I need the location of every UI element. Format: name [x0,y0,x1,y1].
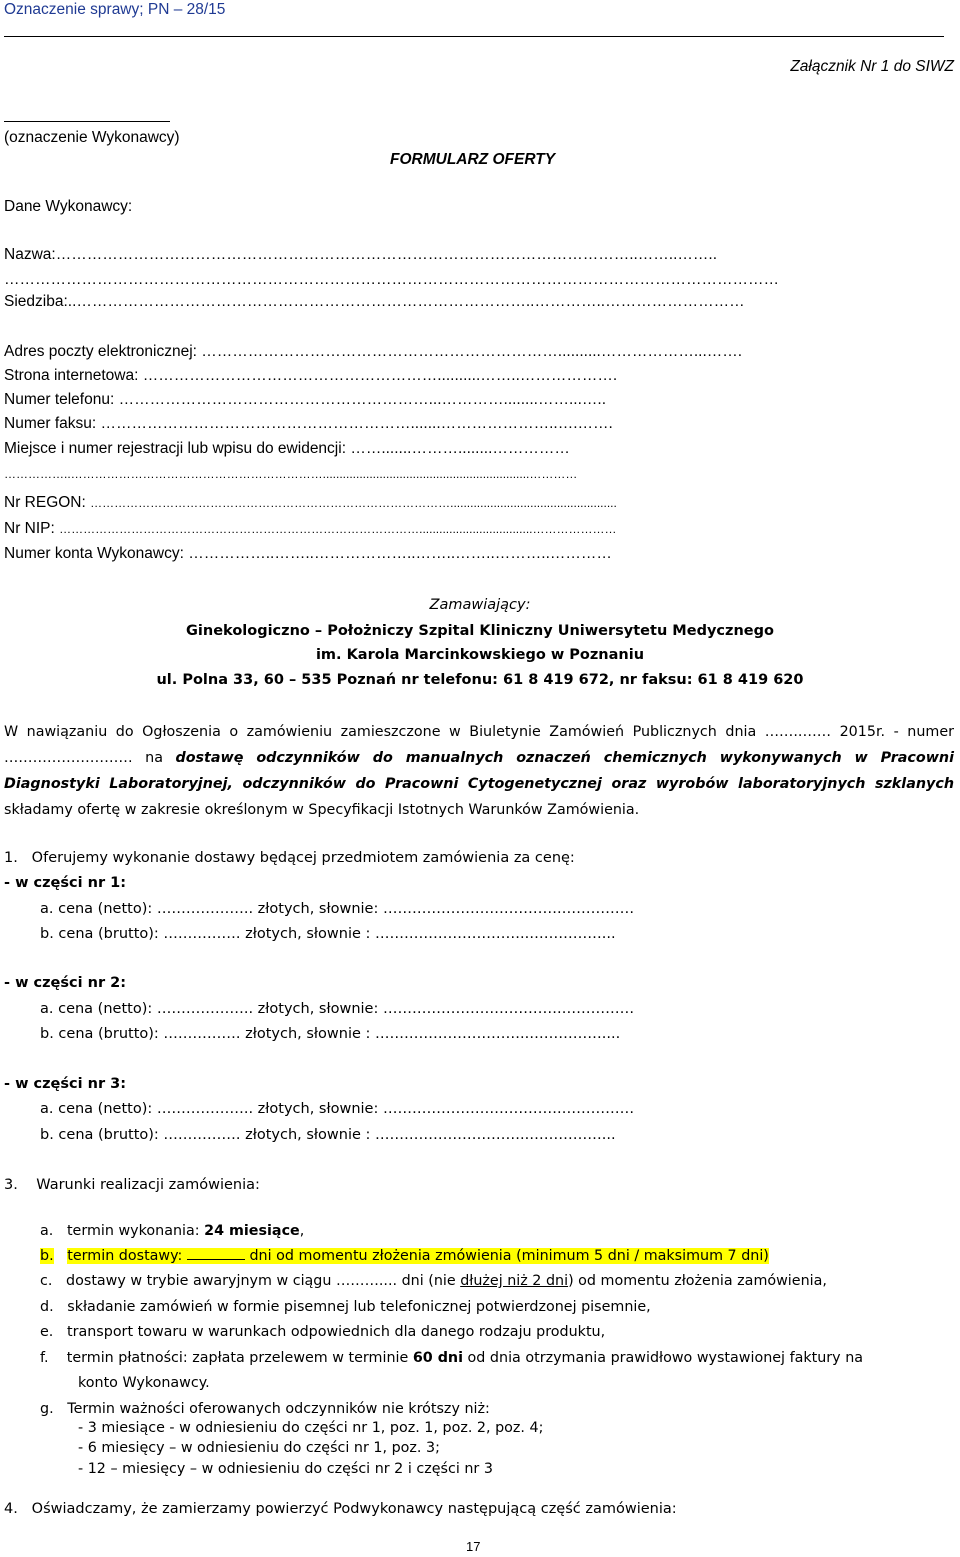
regon-label: Nr REGON: [4,494,86,511]
subcontract-statement [4,1499,677,1519]
condition-d: d. składanie zamówień w formie pisemnej lub telefonicznej potwierdzonej pisemnie, [40,1299,651,1315]
validity-item-2: - 6 miesięcy – w odniesieniu do części nr 1, poz. 3; [78,1440,440,1456]
nip-field[interactable] [4,519,616,539]
part2-net-price-field[interactable]: a. cena (netto): ……………….. złotych, słownie: ……………………………….…………… [40,1001,635,1017]
seat-dots: ..……………………………………………………………………………..…………..……………………… [67,293,745,310]
execution-term: 24 miesiące [204,1223,300,1239]
condition-b: b. termin dostawy: dni od momentu złożenia zmówienia (minimum 5 dni / maksimum 7 dni) [40,1245,769,1266]
validity-item-3: - 12 – miesięcy – w odniesieniu do części nr 2 i części nr 3 [78,1461,493,1477]
nip-label: Nr NIP: [4,520,55,537]
part3-heading: - w części nr 3: [4,1076,127,1092]
price-section-number: 1. [4,850,18,866]
condition-e: e. transport towaru w warunkach odpowiednich dla danego rodzaju produktu, [40,1324,606,1340]
part1-net-price-field[interactable]: a. cena (netto): ……………….. złotych, słownie: ……………………………….…………… [40,901,635,917]
website-dots: …………………………………………………..........……..………………. [142,367,618,384]
name-field[interactable] [4,245,717,265]
phone-dots: ……………………………………………………...…………........……...….. [118,391,606,408]
conditions-title: Warunki realizacji zamówienia: [36,1177,260,1193]
website-label: Strona internetowa: [4,367,139,384]
name-label: Nazwa: [4,246,56,263]
offer-intro-paragraph [4,719,954,823]
part1-gross-price-field[interactable]: b. cena (brutto): ……………. złotych, słownie : …………………………..……………... [40,926,616,942]
intro-part2: składamy ofertę w zakresie określonym w Specyfikacji Istotnych Warunków Zamówienia. [4,802,640,818]
name-dots: …………………………………………………………………………………………………..……..…….. [55,246,718,263]
part3-net-price-field[interactable]: a. cena (netto): ……………….. złotych, słownie: ……………………………….…………… [40,1101,635,1117]
intro-part1: W nawiązaniu do Ogłoszenia o zamówieniu zamieszczone w Biuletynie Zamówień Publicznych dnia ……..…… 2015r. - numer ……………………… na [4,724,954,766]
page-number: 17 [466,1539,481,1554]
contractor-stamp-line [4,121,170,122]
conditions-number: 3. [4,1177,18,1193]
part3-gross-price-field[interactable]: b. cena (brutto): ……………. złotych, słownie : …………………………..……………... [40,1127,616,1143]
contracting-party-patron: im. Karola Marcinkowskiego w Poznaniu [315,647,645,663]
nip-dots: ………………………………………………………………………………..................................………………… [59,522,617,536]
fax-dots: …………………………………………………….......…………………..….……. [100,415,613,432]
subcontract-number: 4. [4,1501,18,1517]
contracting-party-label: Zamawiający: [429,597,531,613]
fax-field[interactable] [4,414,613,434]
subcontract-text: Oświadczamy, że zamierzamy powierzyć Podwykonawcy następującą część zamówienia: [31,1501,677,1517]
email-label: Adres poczty elektronicznej: [4,343,197,360]
part2-heading: - w części nr 2: [4,975,127,991]
website-field[interactable] [4,366,617,386]
header-rule [4,36,944,37]
contracting-party-address: ul. Polna 33, 60 – 535 Poznań nr telefonu: 61 8 419 672, nr faksu: 61 8 419 620 [156,672,804,688]
case-reference: Oznaczenie sprawy; PN – 28/15 [4,1,226,18]
contractor-label: (oznaczenie Wykonawcy) [4,129,180,146]
phone-label: Numer telefonu: [4,391,115,408]
part1-heading: - w części nr 1: [4,875,127,891]
seat-field[interactable] [4,292,745,312]
contractor-heading: Dane Wykonawcy: [4,198,133,215]
regon-dots: ……………………………………………………………………………….................................................. [90,496,617,510]
condition-f: f. termin płatności: zapłata przelewem w terminie 60 dni od dnia otrzymania prawidłowo wystawionej faktury na [40,1350,864,1366]
condition-a: a. termin wykonania: 24 miesiące, [40,1223,305,1239]
conditions-heading [4,1175,260,1195]
delivery-days-input[interactable] [187,1245,245,1260]
registry-dots: …….......………........…………… [350,440,570,457]
email-dots: ……………………………………………………………..........………………...……. [201,343,743,360]
price-section-text: Oferujemy wykonanie dostawy będącej przedmiotem zamówienia za cenę: [31,850,575,866]
registry-field[interactable] [4,439,570,459]
account-label: Numer konta Wykonawcy: [4,545,184,562]
registry-label: Miejsce i numer rejestracji lub wpisu do ewidencji: [4,440,346,457]
name-field-continued[interactable]: …………………………………………………………………………………………………………………………………… [4,271,779,288]
contracting-party-name: Ginekologiczno – Położniczy Szpital Kliniczny Uniwersytetu Medycznego [186,623,774,639]
attachment-label: Załącznik Nr 1 do SIWZ [790,58,954,75]
account-dots: ……………..……..………………..……..……..………..………… [188,545,612,562]
price-section-heading [4,848,575,868]
registry-field-continued[interactable]: ……………..………………………………………………………..............................................................………… [4,467,578,481]
regon-field[interactable] [4,493,617,513]
account-field[interactable] [4,544,612,564]
fax-label: Numer faksu: [4,415,97,432]
phone-field[interactable] [4,390,606,410]
seat-label: Siedziba: [4,293,68,310]
condition-c: c. dostawy w trybie awaryjnym w ciągu ……….... dni (nie dłużej niż 2 dni) od momentu złożenia zamówienia, [40,1273,827,1289]
part2-gross-price-field[interactable]: b. cena (brutto): ……………. złotych, słownie : …………………………..…………….... [40,1026,621,1042]
validity-item-1: - 3 miesiące - w odniesieniu do części nr 1, poz. 1, poz. 2, poz. 4; [78,1420,544,1436]
email-field[interactable] [4,342,742,362]
condition-f-continued: konto Wykonawcy. [78,1375,210,1391]
payment-term: 60 dni [412,1350,464,1366]
condition-g: g. Termin ważności oferowanych odczynników nie krótszy niż: [40,1401,490,1417]
procurement-subject: dostawę odczynników do manualnych oznaczeń chemicznych wykonywanych w Pracowni Diagnostyki Laboratoryjnej, odczynników do Pracowni Cytogenetycznej oraz wyrobów laboratoryjnych szklanych [4,750,954,792]
form-title: FORMULARZ OFERTY [390,151,556,168]
